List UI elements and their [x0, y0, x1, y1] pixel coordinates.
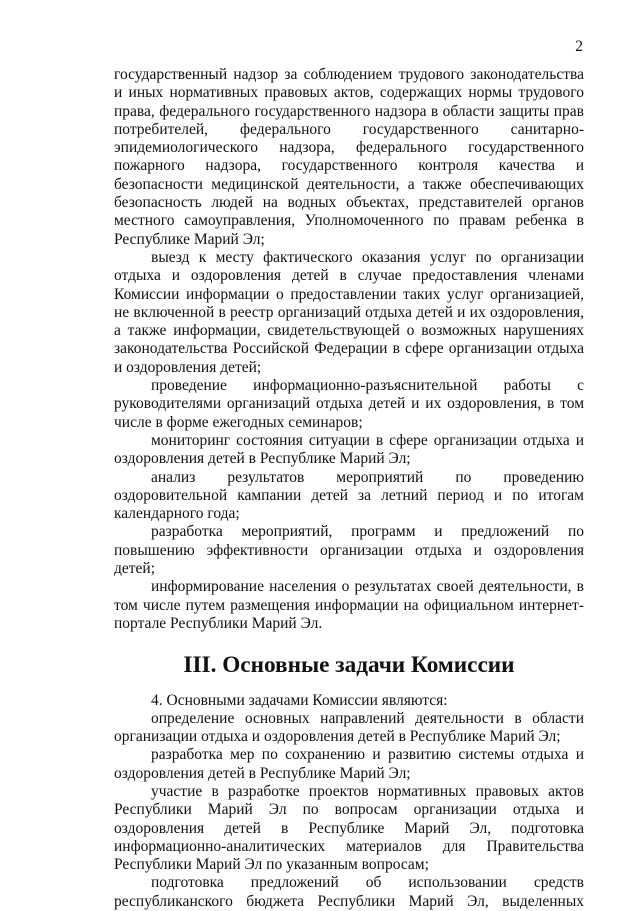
paragraph-tasks-intro: 4. Основными задачами Комиссии являются: [151, 691, 448, 709]
paragraph-analysis: анализ результатов мероприятий по проведению оздоровительной кампании детей за летний период и по итогам календарного года; [114, 468, 584, 523]
document-body [114, 66, 584, 911]
page-number: 2 [575, 38, 583, 55]
paragraph-supervision-bodies: государственный надзор за соблюдением трудового законодательства и иных нормативных правовых актов, содержащих нормы трудового права, федерального государственного надзора в области защиты прав потребителей, федерального государственного санитарно-эпидемиологического надзора, федерального государственного пожарного надзора, государственного контроля качества и безопасности медицинской деятельности, а также обеспечивающих безопасность людей на водных объектах, представителей органов местного самоуправления, Уполномоченного по правам ребенка в Республике Марий Эл; [114, 66, 584, 248]
section-heading: III. Основные задачи Комиссии [183, 652, 515, 679]
paragraph-site-visit: выезд к месту фактического оказания услуг по организации отдыха и оздоровления детей в случае предоставления членами Комиссии информации о предоставлении таких услуг организацией, не включенной в реестр организаций отдыха детей и их оздоровления, а также информации, свидетельствующей о возможных нарушениях законодательства Российской Федерации в сфере организации отдыха и оздоровления детей; [114, 248, 584, 376]
paragraph-task-budget: подготовка предложений об использовании средств республиканского бюджета Республики Марий Эл, выделенных [114, 874, 584, 910]
paragraph-information-work: проведение информационно-разъяснительной работы с руководителями организаций отдыха детей и их оздоровления, в том числе в форме ежегодных семинаров; [114, 377, 584, 431]
paragraph-development: разработка мероприятий, программ и предложений по повышению эффективности организации отдыха и оздоровления детей; [114, 523, 584, 578]
paragraph-informing: информирование населения о результатах своей деятельности, в том числе путем размещения информации на официальном интернет-портале Республики Марий Эл. [114, 578, 584, 632]
paragraph-task-measures: разработка мер по сохранению и развитию системы отдыха и оздоровления детей в Республике Марий Эл; [114, 746, 584, 782]
paragraph-task-directions: определение основных направлений деятельности в области организации отдыха и оздоровления детей в Республике Марий Эл; [114, 709, 584, 746]
paragraph-task-legislation: участие в разработке проектов нормативных правовых актов Республики Марий Эл по вопросам организации отдыха и оздоровления детей в Республике Марий Эл, подготовка информационно-аналитических материалов для Правительства Республики Марий Эл по указанным вопросам; [114, 782, 584, 874]
paragraph-monitoring: мониторинг состояния ситуации в сфере организации отдыха и оздоровления детей в Республике Марий Эл; [114, 431, 584, 468]
